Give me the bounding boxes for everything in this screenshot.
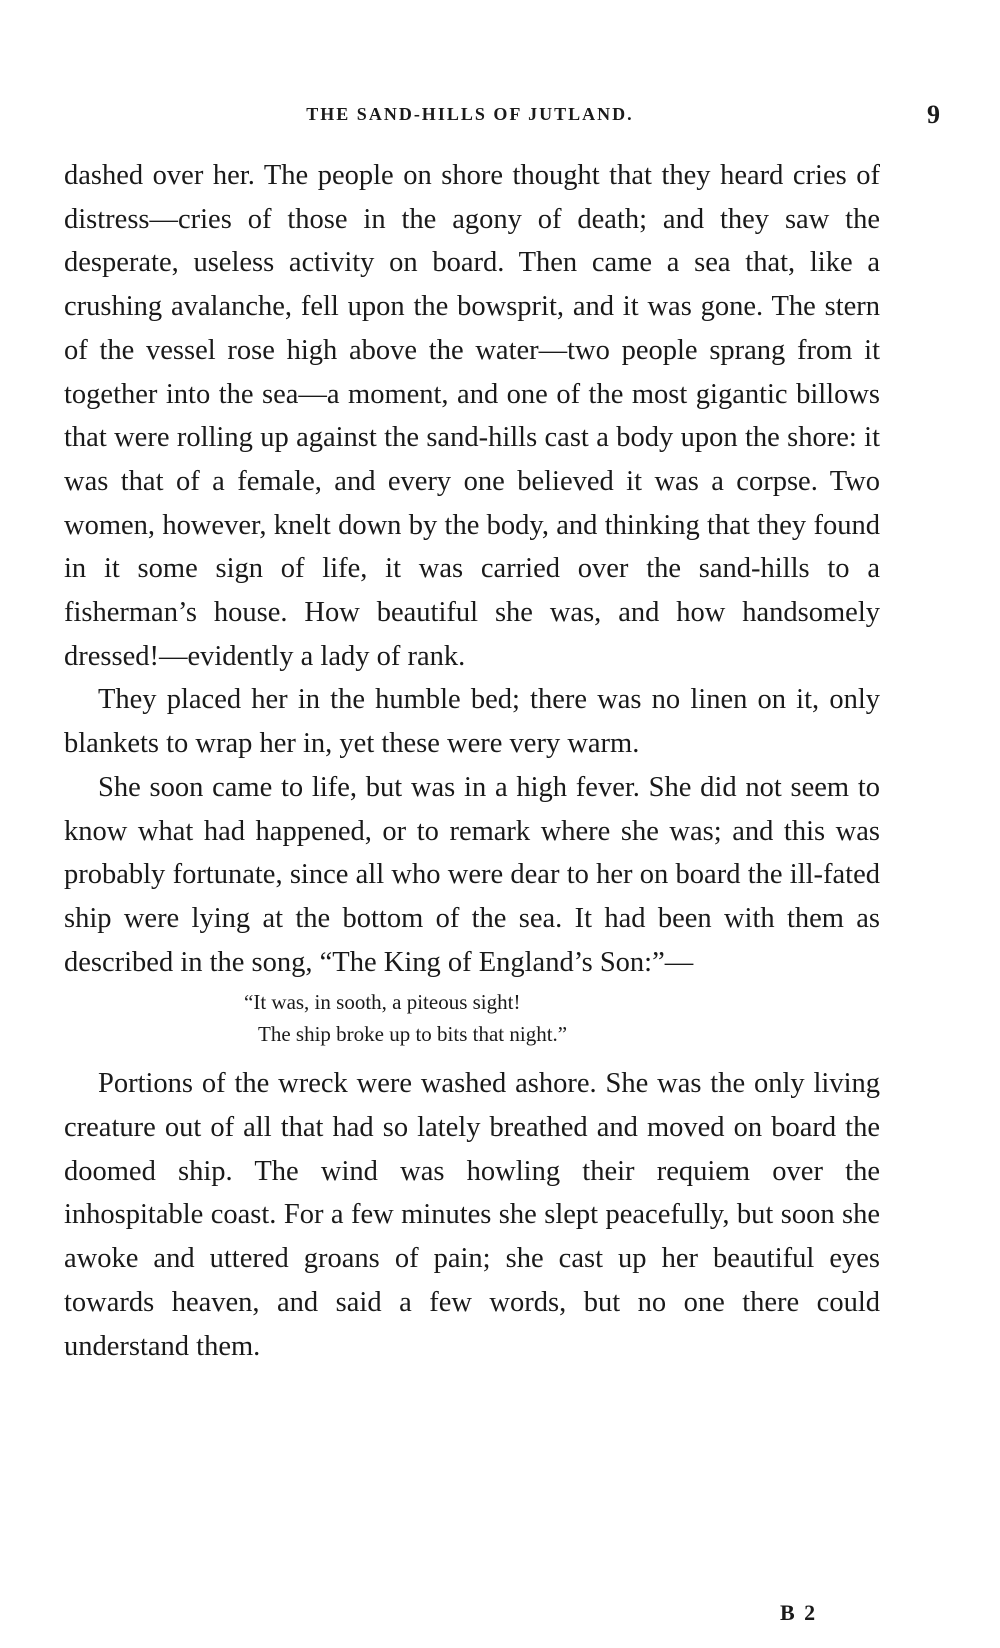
- paragraph-2: They placed her in the humble bed; there was no linen on it, only blankets to wrap her in, yet these were very warm.: [64, 684, 880, 760]
- paragraph-4: Portions of the wreck were washed ashore. She was the only living creature out of all that had so lately breathed and moved on board the doomed ship. The wind was howling their requiem over the inhospitable coast. For a few minutes she slept peacefully, but soon she awoke and uttered groans of pain; she cast up her beautiful eyes towards heaven, and said a few words, but no one there could understand them.: [64, 1068, 880, 1362]
- body-text: [64, 154, 880, 1368]
- paragraph-3: She soon came to life, but was in a high fever. She did not seem to know what had happened, or to remark where she was; and this was probably fortunate, since all who were dear to her on board the ill-fated ship were lying at the bottom of the sea. It had been with them as described in the song, “The King of England’s Son:”—: [64, 771, 880, 978]
- verse-line-1: “It was, in sooth, a piteous sight!: [244, 990, 521, 1015]
- running-head: [60, 100, 940, 130]
- verse-quote: [64, 986, 880, 1050]
- verse-line-2: The ship broke up to bits that night.”: [258, 1022, 568, 1047]
- page-number: 9: [927, 100, 940, 129]
- paragraph-1: dashed over her. The people on shore thought that they heard cries of distress—cries of those in the agony of death; and they saw the desperate, useless activity on board. Then came a sea that, like a crushing avalanche, fell upon the bowsprit, and it was gone. The stern of the vessel rose high above the water—two people sprang from it together into the sea—a moment, and one of the most gigantic billows that were rolling up against the sand-hills cast a body upon the shore: it was that of a female, and every one believed it was a corpse. Two women, however, knelt down by the body, and thinking that they found in it some sign of life, it was carried over the sand-hills to a fisherman’s house. How beautiful she was, and how handsomely dressed!—evidently a lady of rank.: [64, 160, 880, 672]
- signature-mark: B 2: [780, 1600, 818, 1625]
- running-title: THE SAND-HILLS OF JUTLAND.: [306, 104, 634, 124]
